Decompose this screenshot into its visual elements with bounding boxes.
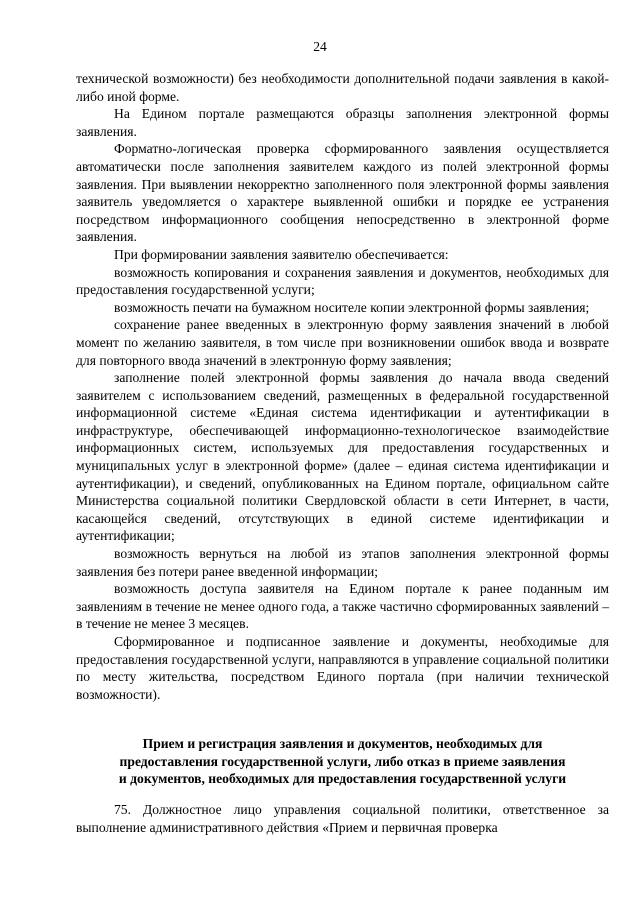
list-item: возможность доступа заявителя на Едином портале к ранее поданным им заявлениям в течение не менее одного года, а также частично сформированных заявлений – в течение не менее 3 месяцев. bbox=[76, 581, 609, 632]
body-text bbox=[76, 70, 609, 703]
clause-75 bbox=[76, 801, 609, 836]
paragraph: технической возможности) без необходимости дополнительной подачи заявления в какой-либо иной форме. bbox=[76, 71, 609, 104]
page-number: 24 bbox=[313, 39, 327, 54]
paragraph: При формировании заявления заявителю обеспечивается: bbox=[114, 246, 449, 262]
list-item: сохранение ранее введенных в электронную форму заявления значений в любой момент по желанию заявителя, в том числе при возникновении ошибок ввода и возврате для повторного ввода значений в электронную форму заявления; bbox=[76, 317, 609, 368]
section-heading bbox=[76, 735, 609, 788]
list-item: возможность печати на бумажном носителе копии электронной формы заявления; bbox=[114, 299, 590, 315]
heading-line: и документов, необходимых для предоставления государственной услуги bbox=[118, 771, 567, 787]
paragraph: Форматно-логическая проверка сформированного заявления осуществляется автоматически после заполнения заявителем каждого из полей электронной формы заявления. При выявлении некорректно заполненного поля электронной формы заявления заявитель уведомляется о характере выявленной ошибки и порядке ее устранения посредством информационного сообщения непосредственно в электронной форме заявления. bbox=[76, 141, 609, 245]
list-item: заполнение полей электронной формы заявления до начала ввода сведений заявителем с использованием сведений, размещенных в федеральной государственной информационной системе «Единая система идентификации и аутентификации в инфраструктуре, обеспечивающей информационно-технологическое взаимодействие информационных систем, используемых для предоставления государственных и муниципальных услуг в электронной форме» (далее – единая система идентификации и аутентификации), и сведений, опубликованных на Едином портале, официальном сайте Министерства социальной политики Свердловской области в сети Интернет, в части, касающейся сведений, отсутствующих в единой системе идентификации и аутентификации; bbox=[76, 370, 609, 544]
paragraph: Сформированное и подписанное заявление и документы, необходимые для предоставления государственной услуги, направляются в управление социальной политики по месту жительства, посредством Единого портала (при наличии технической возможности). bbox=[76, 634, 609, 702]
heading-line: предоставления государственной услуги, либо отказ в приеме заявления bbox=[119, 753, 566, 769]
paragraph: На Едином портале размещаются образцы заполнения электронной формы заявления. bbox=[76, 106, 609, 139]
heading-line: Прием и регистрация заявления и документов, необходимых для bbox=[142, 736, 543, 751]
list-item: возможность вернуться на любой из этапов заполнения электронной формы заявления без потери ранее введенной информации; bbox=[76, 546, 609, 579]
list-item: возможность копирования и сохранения заявления и документов, необходимых для предоставления государственной услуги; bbox=[76, 264, 609, 298]
clause-text: 75. Должностное лицо управления социальной политики, ответственное за выполнение административного действия «Прием и первичная проверка bbox=[76, 802, 609, 835]
